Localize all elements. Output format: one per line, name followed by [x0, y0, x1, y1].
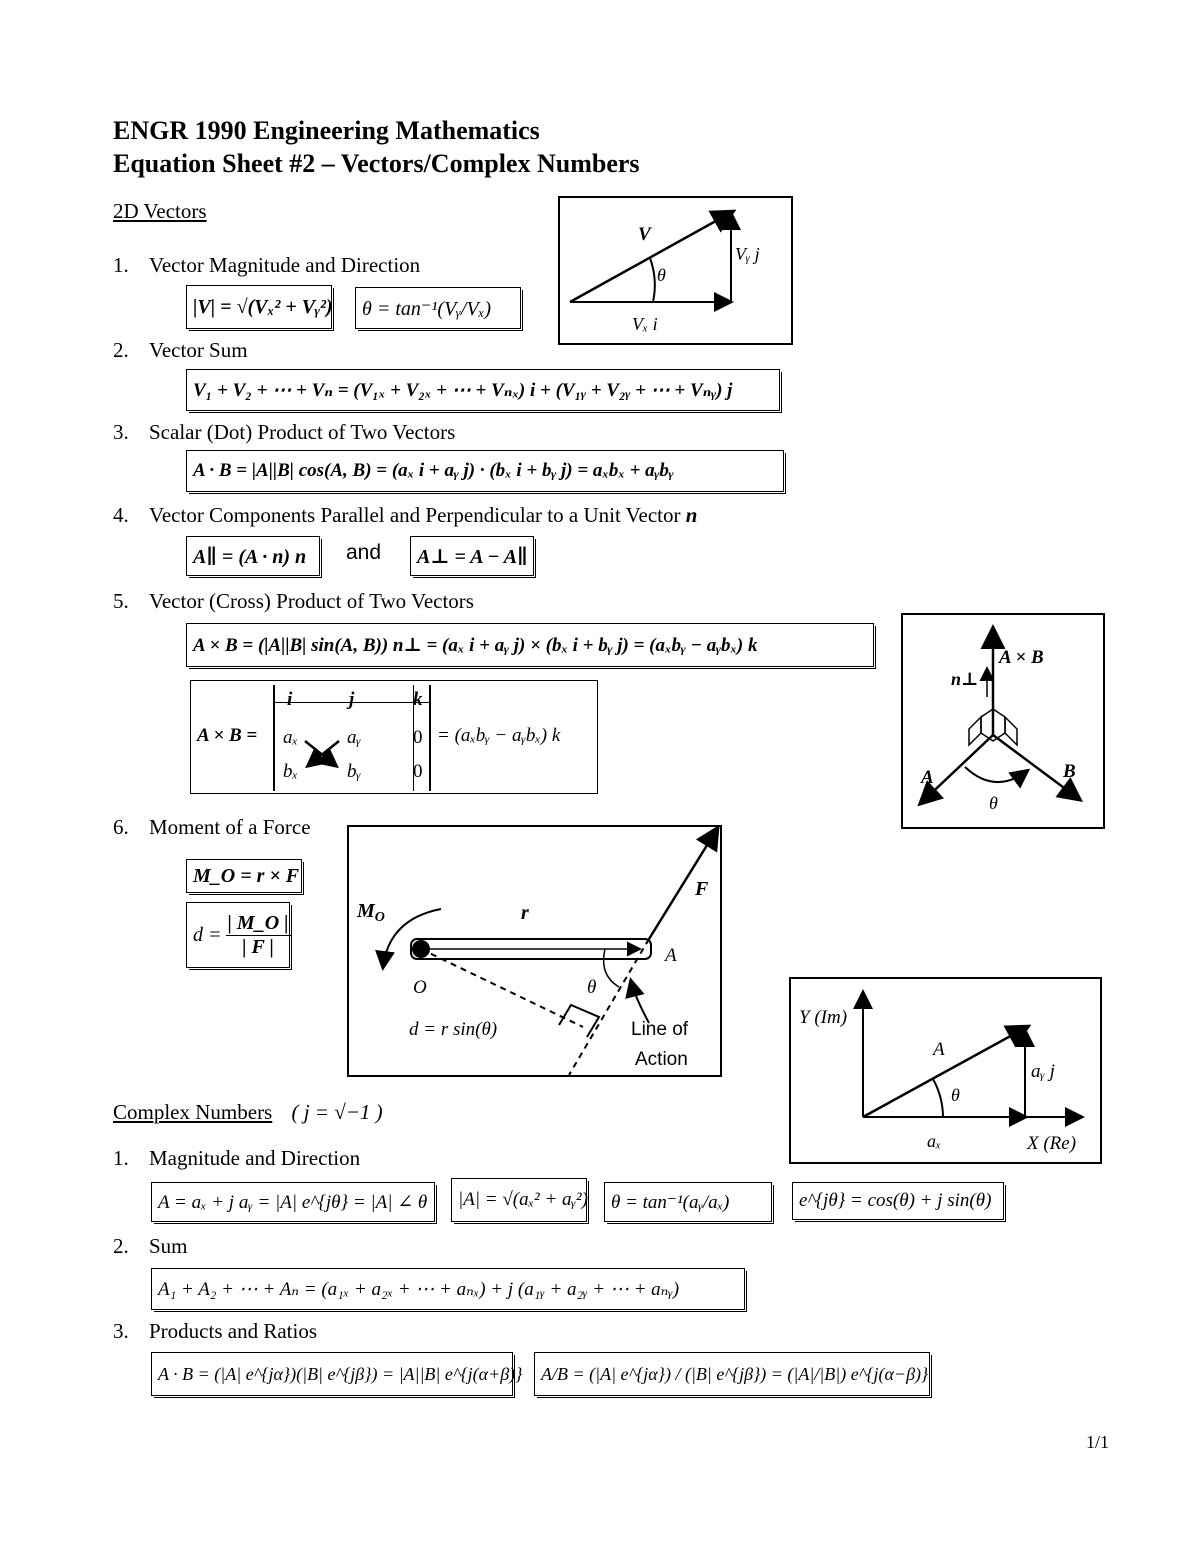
eq-complex-magnitude: |A| = √(aₓ² + aᵧ²)	[451, 1178, 587, 1222]
fig-label-Vx: Vₓ i	[632, 314, 658, 334]
fig-label-MO	[356, 900, 385, 925]
item-label: Vector Sum	[149, 338, 248, 362]
item-label: Vector Components Parallel and Perpendicular to a Unit Vector	[149, 503, 681, 527]
eq-vector-sum: V₁ + V₂ + ⋯ + Vₙ = (V₁ₓ + V₂ₓ + ⋯ + Vₙₓ) i + (V₁ᵧ + V₂ᵧ + ⋯ + Vₙᵧ) j	[186, 369, 780, 411]
vector-item-1	[113, 253, 420, 278]
fig-label-F: F	[695, 878, 709, 900]
fig-label-V: V	[638, 224, 651, 245]
eq-perpendicular-component: A⊥ = A − A∥	[410, 536, 534, 576]
fig-label-A: A	[933, 1039, 945, 1060]
fig-label-A: A	[921, 767, 934, 788]
eq-d-fraction	[226, 912, 291, 959]
complex-item-3	[113, 1319, 317, 1344]
fig-label-MO-main: M	[357, 900, 375, 922]
determinant-rhs: = (aₓbᵧ − aᵧbₓ) k	[437, 725, 561, 746]
eq-d-numerator: | M_O |	[227, 911, 289, 934]
figure-complex-plane	[789, 977, 1102, 1164]
fig-label-Vy: Vᵧ j	[735, 244, 760, 264]
determinant-lhs: A × B =	[197, 725, 258, 746]
item-number: 1.	[113, 253, 129, 277]
fig-label-theta: θ	[657, 265, 666, 285]
eq-complex-polar: A = aₓ + j aᵧ = |A| e^{jθ} = |A| ∠ θ	[151, 1182, 435, 1222]
det-cell-by: bᵧ	[347, 761, 361, 782]
item-number: 1.	[113, 1146, 129, 1170]
item-number: 3.	[113, 1319, 129, 1343]
fig-label-O: O	[413, 977, 427, 998]
eq-vector-direction: θ = tan⁻¹(Vᵧ/Vₓ)	[355, 287, 521, 329]
fig-label-theta: θ	[989, 793, 998, 813]
section-2d-vectors: 2D Vectors	[113, 199, 207, 223]
item-number: 2.	[113, 338, 129, 362]
figure-moment	[347, 825, 722, 1077]
vector-item-6	[113, 815, 311, 840]
vector-item-5	[113, 589, 474, 614]
complex-item-2	[113, 1234, 188, 1259]
eq-complex-sum: A₁ + A₂ + ⋯ + Aₙ = (a₁ₓ + a₂ₓ + ⋯ + aₙₓ) + j (a₁ᵧ + a₂ᵧ + ⋯ + aₙᵧ)	[151, 1268, 745, 1310]
fig-label-Y: Y (Im)	[799, 1007, 848, 1028]
det-cell-0a: 0	[413, 727, 423, 748]
complex-item-1	[113, 1146, 360, 1171]
fig-label-r: r	[521, 902, 529, 924]
figure-moment-drawing	[349, 827, 720, 1075]
eq-d-lhs: d =	[193, 923, 222, 946]
fig-label-theta: θ	[587, 977, 597, 998]
item-number: 2.	[113, 1234, 129, 1258]
determinant-right-bar	[429, 685, 431, 791]
page-number: 1/1	[1086, 1432, 1110, 1452]
eq-dot-product: A · B = |A||B| cos(A, B) = (aₓ i + aᵧ j) · (bₓ i + bᵧ j) = aₓbₓ + aᵧbᵧ	[186, 450, 784, 492]
det-cell-i: i	[287, 689, 293, 710]
unit-vector-symbol: n	[685, 503, 698, 527]
item-number: 3.	[113, 420, 129, 444]
eq-complex-ratio: A/B = (|A| e^{jα}) / (|B| e^{jβ}) = (|A|/|B|) e^{j(α−β)}	[534, 1352, 930, 1396]
fig-label-theta: θ	[951, 1085, 960, 1105]
title-line-2: Equation Sheet #2 – Vectors/Complex Numbers	[113, 149, 640, 178]
fig-label-action: Action	[635, 1049, 688, 1070]
fig-label-ax: aₓ	[927, 1131, 942, 1151]
figure-cross-product	[901, 613, 1105, 829]
item-label: Scalar (Dot) Product of Two Vectors	[149, 420, 456, 444]
j-definition: ( j = √−1 )	[291, 1100, 383, 1124]
vector-item-2	[113, 338, 248, 363]
fig-label-MO-sub: O	[374, 910, 385, 925]
item-number: 5.	[113, 589, 129, 613]
fig-label-line-of: Line of	[631, 1019, 689, 1040]
item-label: Vector (Cross) Product of Two Vectors	[149, 589, 474, 613]
section-complex	[113, 1100, 383, 1125]
figure-2d-vector-drawing	[560, 198, 791, 343]
item-label: Sum	[149, 1234, 188, 1258]
fig-label-X: X (Re)	[1027, 1133, 1077, 1154]
determinant-box	[190, 680, 598, 794]
eq-euler: e^{jθ} = cos(θ) + j sin(θ)	[792, 1182, 1004, 1220]
figure-cross-product-drawing	[903, 615, 1103, 827]
vector-item-4	[113, 503, 697, 528]
eq-d-denominator: | F |	[242, 935, 274, 958]
fig-label-B: B	[1063, 761, 1076, 782]
determinant-cross-arrows	[301, 737, 349, 771]
determinant-left-bar	[273, 685, 275, 791]
item-label: Magnitude and Direction	[149, 1146, 361, 1170]
and-text: and	[346, 541, 382, 564]
det-cell-k: k	[413, 689, 423, 710]
eq-complex-direction: θ = tan⁻¹(aᵧ/aₓ)	[604, 1182, 772, 1222]
det-cell-ax: aₓ	[283, 727, 298, 748]
fig-label-A: A	[665, 945, 677, 966]
det-cell-ay: aᵧ	[347, 727, 361, 748]
eq-cross-product: A × B = (|A||B| sin(A, B)) n⊥ = (aₓ i + aᵧ j) × (bₓ i + bᵧ j) = (aₓbᵧ − aᵧbₓ) k	[186, 623, 874, 667]
eq-vector-magnitude: |V| = √(Vₓ² + Vᵧ²)	[186, 285, 332, 329]
fig-label-nperp: n⊥	[951, 669, 979, 689]
vector-item-3	[113, 420, 455, 445]
figure-complex-plane-drawing	[791, 979, 1100, 1162]
item-label: Moment of a Force	[149, 815, 311, 839]
figure-2d-vector	[558, 196, 793, 345]
eq-parallel-component: A∥ = (A · n) n	[186, 536, 320, 576]
item-number: 4.	[113, 503, 129, 527]
eq-moment-arm	[186, 902, 290, 968]
fig-label-AxB: A × B	[999, 647, 1044, 668]
fig-label-ay: aᵧ j	[1031, 1061, 1055, 1082]
det-cell-bx: bₓ	[283, 761, 298, 782]
item-label: Products and Ratios	[149, 1319, 317, 1343]
item-label: Vector Magnitude and Direction	[149, 253, 421, 277]
fig-label-d: d = r sin(θ)	[409, 1019, 498, 1040]
eq-complex-product: A · B = (|A| e^{jα})(|B| e^{jβ}) = |A||B| e^{j(α+β)}	[151, 1352, 513, 1396]
eq-moment: M_O = r × F	[186, 859, 302, 893]
item-number: 6.	[113, 815, 129, 839]
title-line-1: ENGR 1990 Engineering Mathematics	[113, 116, 540, 145]
det-cell-j: j	[349, 689, 355, 710]
section-complex-heading: Complex Numbers	[113, 1100, 273, 1124]
det-cell-0b: 0	[413, 761, 423, 782]
